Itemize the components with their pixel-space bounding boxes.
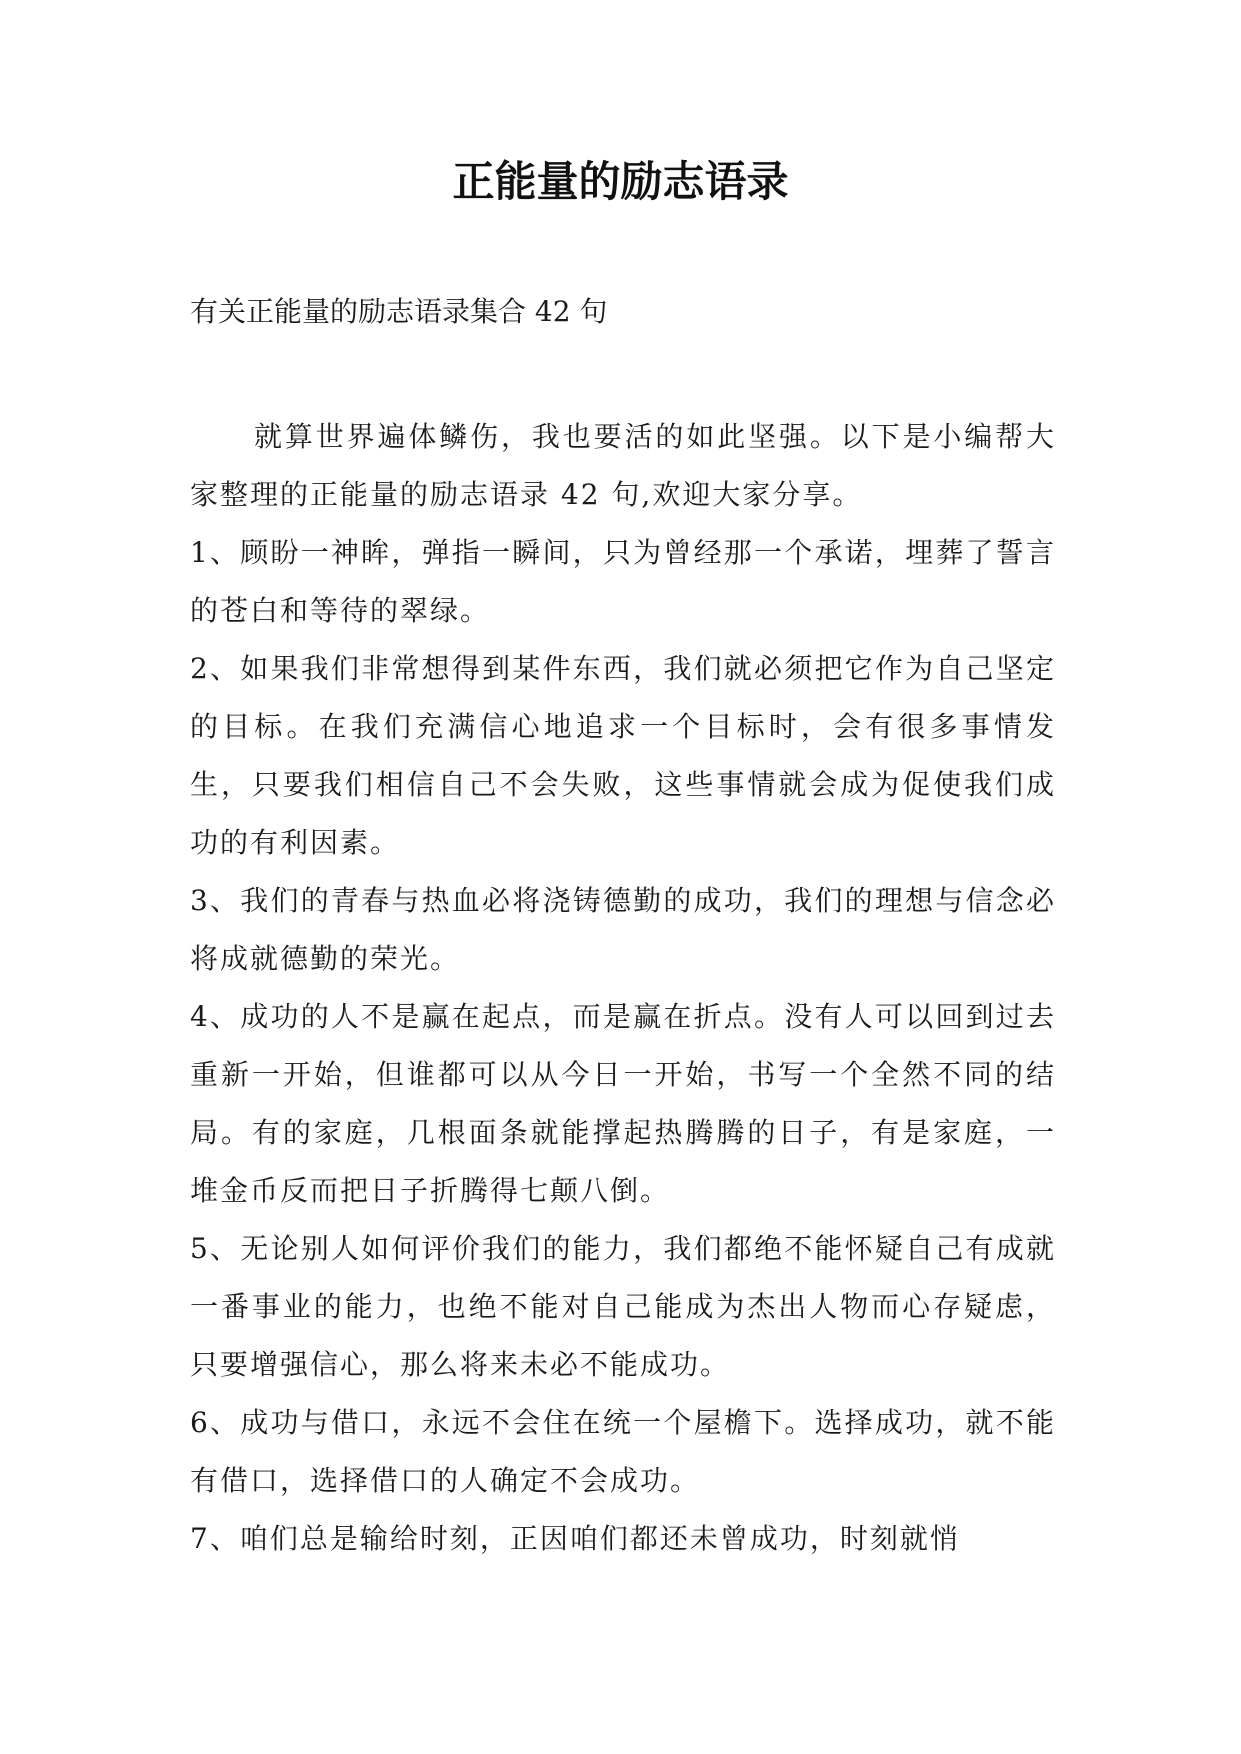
quote-item-2: 2、如果我们非常想得到某件东西，我们就必须把它作为自己坚定的目标。在我们充满信心地追求一个目标时，会有很多事情发生，只要我们相信自己不会失败，这些事情就会成为促使我们成功的有利因素。 xyxy=(190,652,1056,859)
intro-paragraph: 就算世界遍体鳞伤，我也要活的如此坚强。以下是小编帮大家整理的正能量的励志语录 42 句,欢迎大家分享。 xyxy=(190,420,1056,511)
quote-item-7: 7、咱们总是输给时刻，正因咱们都还未曾成功，时刻就悄 xyxy=(190,1522,960,1555)
quote-item-5: 5、无论别人如何评价我们的能力，我们都绝不能怀疑自己有成就一番事业的能力，也绝不能对自己能成为杰出人物而心存疑虑，只要增强信心，那么将来未必不能成功。 xyxy=(190,1232,1056,1381)
document-title: 正能量的励志语录 xyxy=(452,157,789,206)
quote-item-3: 3、我们的青春与热血必将浇铸德勤的成功，我们的理想与信念必将成就德勤的荣光。 xyxy=(190,884,1056,975)
document-subtitle: 有关正能量的励志语录集合 42 句 xyxy=(190,295,608,328)
quote-item-1: 1、顾盼一神眸，弹指一瞬间，只为曾经那一个承诺，埋葬了誓言的苍白和等待的翠绿。 xyxy=(190,536,1056,627)
document-body xyxy=(190,408,1056,1568)
quote-item-4: 4、成功的人不是赢在起点，而是赢在折点。没有人可以回到过去重新一开始，但谁都可以从今日一开始，书写一个全然不同的结局。有的家庭，几根面条就能撑起热腾腾的日子，有是家庭，一堆金币反而把日子折腾得七颠八倒。 xyxy=(190,1000,1056,1207)
quote-item-6: 6、成功与借口，永远不会住在统一个屋檐下。选择成功，就不能有借口，选择借口的人确定不会成功。 xyxy=(190,1406,1056,1497)
